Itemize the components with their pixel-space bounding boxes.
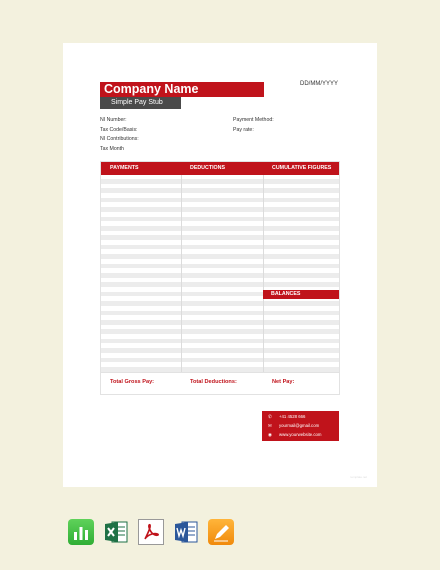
table-row bbox=[101, 311, 339, 316]
payments-header: PAYMENTS bbox=[110, 165, 139, 171]
table-row bbox=[101, 348, 339, 353]
table-row bbox=[101, 367, 339, 372]
globe-icon: ◉ bbox=[268, 432, 272, 437]
total-deductions-label: Total Deductions: bbox=[190, 379, 237, 385]
deductions-header: DEDUCTIONS bbox=[190, 165, 226, 171]
date-field: DD/MM/YYYY bbox=[300, 81, 339, 87]
column-divider bbox=[181, 162, 182, 394]
phone-icon: ✆ bbox=[268, 414, 272, 419]
payment-fields bbox=[233, 116, 274, 135]
balances-header: BALANCES bbox=[263, 290, 340, 299]
table-header bbox=[101, 162, 339, 175]
pages-icon[interactable] bbox=[208, 519, 234, 545]
cumulative-header: CUMULATIVE FIGURES bbox=[272, 165, 332, 171]
document-subtitle: Simple Pay Stub bbox=[100, 97, 181, 109]
net-pay-label: Net Pay: bbox=[272, 379, 295, 385]
table-row bbox=[101, 282, 339, 287]
pay-stub-page bbox=[63, 43, 377, 487]
table-row bbox=[101, 329, 339, 334]
ni-number-label: NI Number: bbox=[100, 117, 127, 123]
phone-text: +41 4528 666 bbox=[279, 414, 306, 419]
mail-icon: ✉ bbox=[268, 423, 272, 428]
table-row bbox=[101, 301, 339, 306]
column-divider bbox=[263, 162, 264, 394]
website-text: www.yourwebsite.com bbox=[279, 432, 322, 437]
table-row bbox=[101, 254, 339, 259]
table-row bbox=[101, 217, 339, 222]
table-row bbox=[101, 226, 339, 231]
employee-fields bbox=[100, 116, 139, 154]
total-gross-pay-label: Total Gross Pay: bbox=[110, 379, 155, 385]
pay-rate-label: Pay rate: bbox=[233, 126, 254, 133]
table-row bbox=[101, 207, 339, 212]
table-row bbox=[101, 320, 339, 325]
payment-method-label: Payment Method: bbox=[233, 117, 274, 123]
excel-icon[interactable] bbox=[103, 519, 129, 545]
totals-row bbox=[101, 372, 339, 395]
table-row bbox=[101, 264, 339, 269]
contact-website bbox=[268, 430, 322, 439]
table-row bbox=[101, 179, 339, 184]
email-text: yourmail@gmail.com bbox=[279, 423, 320, 428]
tax-month-label: Tax Month bbox=[100, 145, 124, 152]
table-row bbox=[101, 339, 339, 344]
tax-code-label: Tax Code/Basis: bbox=[100, 126, 138, 133]
pdf-icon[interactable] bbox=[138, 519, 164, 545]
table-row bbox=[101, 235, 339, 240]
contact-box bbox=[262, 411, 339, 441]
table-row bbox=[101, 358, 339, 363]
word-icon[interactable] bbox=[173, 519, 199, 545]
table-row bbox=[101, 198, 339, 203]
company-name: Company Name bbox=[100, 82, 264, 97]
contact-phone bbox=[268, 412, 305, 421]
table-row bbox=[101, 245, 339, 250]
table-row bbox=[101, 273, 339, 278]
ni-contributions-label: NI Contributions: bbox=[100, 136, 139, 142]
watermark: template.net bbox=[350, 475, 367, 479]
pay-table bbox=[100, 161, 340, 395]
numbers-icon[interactable] bbox=[68, 519, 94, 545]
table-row bbox=[101, 188, 339, 193]
contact-email bbox=[268, 421, 319, 430]
